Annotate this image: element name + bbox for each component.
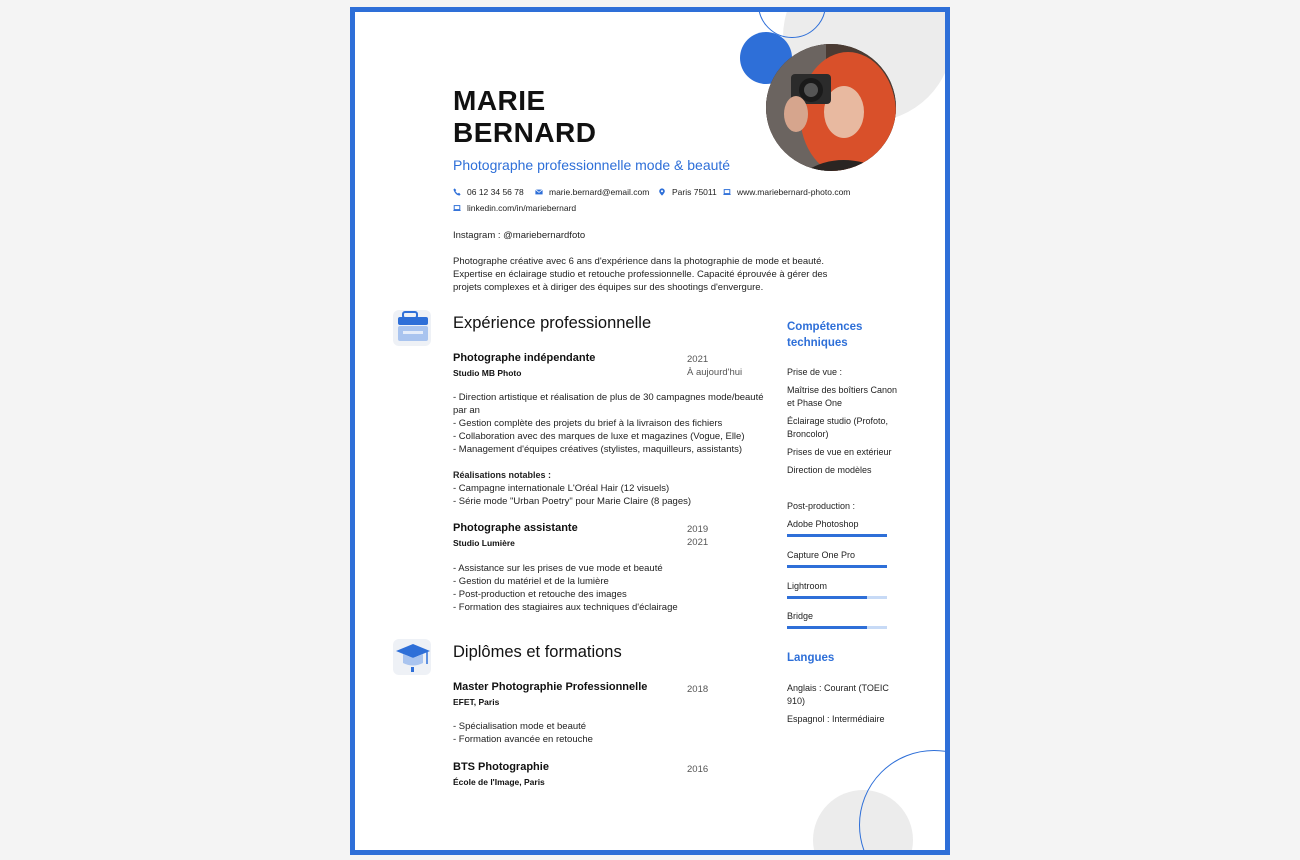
graduation-cap-icon (393, 637, 433, 675)
contact-email[interactable] (535, 187, 649, 197)
post-production-title: Post-production : (787, 501, 856, 511)
contact-linkedin[interactable] (453, 203, 576, 213)
job-end: À aujourd'hui (687, 367, 743, 378)
job-bullets (453, 562, 678, 614)
location-pin-icon (658, 188, 666, 196)
software-level-bar (787, 534, 887, 537)
contact-phone[interactable] (453, 187, 524, 197)
job-bullets (453, 391, 764, 456)
job-company: Studio MB Photo (453, 368, 522, 378)
bullet: - Spécialisation mode et beauté (453, 721, 587, 732)
education-section-title: Diplômes et formations (453, 643, 622, 661)
skill-item: Direction de modèles (787, 465, 872, 475)
degree-year: 2018 (687, 684, 709, 695)
briefcase-icon (393, 308, 433, 346)
degree-title: Master Photographie Professionnelle (453, 681, 648, 693)
job-title: Photographe indépendante (453, 352, 596, 364)
last-name: BERNARD (453, 117, 597, 148)
shooting-title: Prise de vue : (787, 367, 843, 377)
achievements (453, 469, 691, 508)
location-text: Paris 75011 (672, 187, 717, 197)
phone-text: 06 12 34 56 78 (467, 187, 524, 197)
summary-line: Expertise en éclairage studio et retouche professionnelle. Capacité éprouvée à gérer des (453, 269, 828, 280)
software-level-fill (787, 565, 887, 568)
software-level-bar (787, 596, 887, 599)
job-company: Studio Lumière (453, 538, 515, 548)
candidate-name (453, 85, 597, 149)
software-level-fill (787, 534, 887, 537)
summary (453, 255, 827, 294)
decor-ring-bottom (859, 750, 950, 855)
skills-title-line: techniques (787, 337, 848, 349)
skill-item: Maîtrise des boîtiers Canon et Phase One (787, 385, 898, 408)
bullet: - Gestion complète des projets du brief à la livraison des fichiers (453, 418, 723, 429)
skills-title-line: Compétences (787, 321, 863, 333)
bullet: - Assistance sur les prises de vue mode et beauté (453, 563, 663, 574)
experience-section-title: Expérience professionnelle (453, 314, 652, 332)
degree-title: BTS Photographie (453, 761, 549, 773)
job-start: 2019 (687, 524, 709, 535)
software-level-bar (787, 626, 887, 629)
language-item: Espagnol : Intermédiaire (787, 714, 885, 724)
software-level-bar (787, 565, 887, 568)
software-name: Capture One Pro (787, 550, 856, 560)
linkedin-text: linkedin.com/in/mariebernard (467, 203, 577, 213)
software-level-fill (787, 626, 867, 629)
bullet: - Formation avancée en retouche (453, 734, 593, 745)
summary-line: projets complexes et à diriger des équipes sur des shootings d'envergure. (453, 282, 764, 293)
bullet: - Management d'équipes créatives (stylistes, maquilleurs, assistants) (453, 444, 743, 455)
cv-page (350, 7, 950, 855)
bullet: - Collaboration avec des marques de luxe et magazines (Vogue, Elle) (453, 431, 745, 442)
software-level-fill (787, 596, 867, 599)
degree-year: 2016 (687, 764, 709, 775)
degree-school: EFET, Paris (453, 697, 500, 707)
laptop-icon (453, 204, 461, 212)
bullet: - Formation des stagiaires aux techniques d'éclairage (453, 602, 678, 613)
summary-line: Photographe créative avec 6 ans d'expérience dans la photographie de mode et beauté. (453, 256, 824, 267)
job-date (687, 353, 742, 379)
job-title: Photographe assistante (453, 522, 578, 534)
degree-bullets (453, 720, 593, 746)
achievements-title: Réalisations notables : (453, 470, 552, 480)
achievement: - Série mode "Urban Poetry" pour Marie Claire (8 pages) (453, 496, 692, 507)
software-name: Adobe Photoshop (787, 519, 859, 529)
software-name: Lightroom (787, 581, 828, 591)
achievement: - Campagne internationale L'Oréal Hair (12 visuels) (453, 483, 670, 494)
email-icon (535, 188, 543, 196)
email-text: marie.bernard@email.com (549, 187, 650, 197)
instagram-handle: Instagram : @mariebernardfoto (453, 230, 586, 241)
bullet: par an (453, 405, 480, 416)
languages-title: Langues (787, 652, 835, 664)
degree-school: École de l'Image, Paris (453, 777, 545, 787)
bullet: - Direction artistique et réalisation de plus de 30 campagnes mode/beauté (453, 392, 764, 403)
laptop-icon (723, 188, 731, 196)
job-date (687, 523, 708, 549)
skill-item: Prises de vue en extérieur (787, 447, 892, 457)
skill-item: Éclairage studio (Profoto, Broncolor) (787, 416, 889, 439)
job-end: 2021 (687, 537, 709, 548)
bullet: - Post-production et retouche des images (453, 589, 627, 600)
software-name: Bridge (787, 611, 814, 621)
website-text: www.mariebernard-photo.com (737, 187, 851, 197)
skills-title (787, 319, 862, 351)
profile-photo (766, 44, 896, 171)
job-subtitle: Photographe professionnelle mode & beauté (453, 157, 731, 173)
contact-location (658, 187, 717, 197)
job-start: 2021 (687, 354, 709, 365)
bullet: - Gestion du matériel et de la lumière (453, 576, 609, 587)
phone-icon (453, 188, 461, 196)
first-name: MARIE (453, 85, 546, 116)
contact-website[interactable] (723, 187, 850, 197)
language-item: Anglais : Courant (TOEIC 910) (787, 683, 889, 706)
